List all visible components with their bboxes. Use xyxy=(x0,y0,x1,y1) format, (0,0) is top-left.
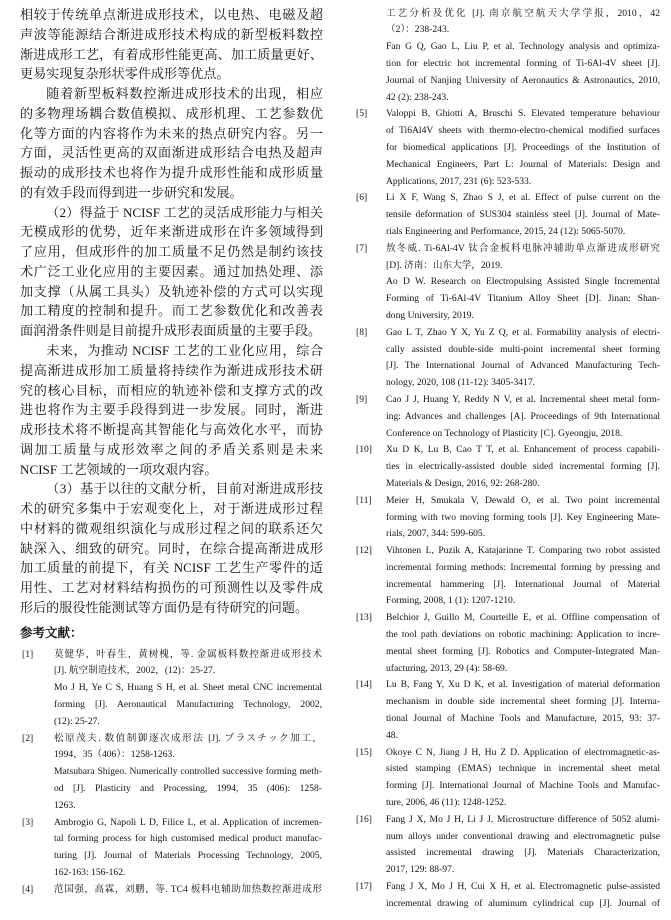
text-line: 渐进成形工艺，有着成形性能更高、加工质量更好、 xyxy=(20,46,323,62)
reference-line: od [J]. Plasticity and Processing, 1994, 35 (406): 1258- xyxy=(54,782,322,794)
text-line: 的有效手段而得到进一步研究和发展。 xyxy=(20,184,243,200)
reference-line: Conference on Technology of Plasticity [C]. Gyeongju, 2018. xyxy=(386,427,623,439)
reference-text xyxy=(386,610,660,677)
reference-line: tensile deformation of SUS304 stainless steel [J]. Journal of Mate- xyxy=(386,209,660,221)
text-line: 调加工质量与成形效率之间的矛盾关系则是未来 xyxy=(20,441,323,457)
reference-line: of Ti6Al4V sheets with thermo-electro-chemical modified surfaces xyxy=(386,125,660,137)
reference-entry xyxy=(355,106,660,190)
text-line: 方面，灵活性更高的双面渐进成形结合电热及超声 xyxy=(20,145,323,161)
reference-label: [1] xyxy=(22,648,34,660)
reference-list-left xyxy=(20,647,322,899)
reference-label: [13] xyxy=(356,612,372,624)
reference-label: [17] xyxy=(356,881,372,893)
reference-line: Materials & Design, 2016, 92: 268-280. xyxy=(386,477,540,489)
reference-line: Okoye C N, Jiang J H, Hu Z D. Application of electromagnetic-as- xyxy=(386,746,660,758)
reference-line: Valoppi B, Ghiotti A, Bruschi S. Elevated temperature behaviour xyxy=(386,108,660,120)
reference-text xyxy=(386,543,660,610)
reference-line: [J]. 航空制造技术，2002，(12)：25-27. xyxy=(54,665,216,677)
reference-line: ture, 2006, 46 (11): 1248-1252. xyxy=(386,797,507,809)
reference-entry xyxy=(355,442,660,492)
reference-line: Forming, 2008, 1 (1): 1207-1210. xyxy=(386,595,516,607)
text-line: 声波等能源结合渐进成形技术构成的新型板料数控 xyxy=(20,26,323,42)
reference-line: incremental forming methods: Incremental forming by pressing and xyxy=(386,561,660,573)
reference-text xyxy=(386,812,660,879)
reference-entry xyxy=(355,493,660,543)
reference-text xyxy=(386,325,660,392)
reference-line: ufacturing, 2013, 29 (4): 58-69. xyxy=(386,662,508,674)
reference-text xyxy=(386,106,660,190)
reference-label: [16] xyxy=(356,813,372,825)
reference-label: [6] xyxy=(356,192,368,204)
reference-label: [7] xyxy=(356,242,368,254)
reference-text xyxy=(386,190,660,240)
reference-text xyxy=(386,677,660,744)
text-line: 术广泛工业化应用的主要因素。通过加热处理、添 xyxy=(20,263,323,279)
reference-line: Vihtonen L, Puzik A, Katajarinne T. Comparing two robot assisted xyxy=(386,545,660,557)
reference-line: 工艺分析及优化 [J]. 南京航空航天大学学报，2010，42 xyxy=(386,7,660,19)
reference-line: dong University, 2019. xyxy=(386,309,474,321)
reference-line: cally assisted double-side multi-point incremental sheet forming xyxy=(386,343,660,355)
reference-line: Xu D K, Lu B, Cao T T, et al. Enhancement of process capabili- xyxy=(386,444,660,456)
text-line: （3）基于以往的文献分析，目前对渐进成形技 xyxy=(46,481,323,497)
reference-entry xyxy=(355,190,660,240)
reference-label xyxy=(355,6,386,23)
reference-line: Lu B, Fang Y, Xu D K, et al. Investigation of material deformation xyxy=(386,679,660,691)
reference-line: ties in electrically-assisted double sided incremental forming [J]. xyxy=(386,461,660,473)
reference-entry xyxy=(355,543,660,610)
reference-line: assisted incremental drawing [J]. Materials Characterization, xyxy=(386,847,660,859)
text-line: 的多物理场耦合数值模拟、成形机理、工艺参数优 xyxy=(20,105,323,121)
reference-text xyxy=(386,392,660,442)
reference-entry xyxy=(20,731,322,815)
text-line: 面润滑条件则是目前提升成形表面质量的主要手段。 xyxy=(20,323,322,339)
reference-line: Fan G Q, Gao L, Liu P, et al. Technology analysis and optimiza- xyxy=(386,41,660,53)
body-paragraph xyxy=(20,5,323,84)
references-heading: 参考文献： xyxy=(20,626,83,640)
text-line: 随着新型板料数控渐进成形技术的出现，相应 xyxy=(46,86,323,102)
reference-label: [4] xyxy=(22,883,34,895)
reference-line: the tool path deviations on robotic machining: Application to incre- xyxy=(386,629,660,641)
text-line: 相较于传统单点渐进成形技术，以电热、电磁及超 xyxy=(20,7,323,22)
reference-label: [9] xyxy=(356,393,368,405)
reference-line: forming with two moving forming tools [J]. Key Engineering Mate- xyxy=(386,511,660,523)
reference-text xyxy=(386,745,660,812)
text-line: 无模成形的优势，近年来渐进成形在许多领域得到 xyxy=(20,224,323,240)
reference-line: Meier H, Smukala V, Dewald O, et al. Two point incremental xyxy=(386,494,660,506)
reference-entry xyxy=(20,882,322,899)
reference-line: 2017, 129: 88-97. xyxy=(386,864,455,876)
reference-entry xyxy=(20,647,322,731)
reference-line: 162-163: 156-162. xyxy=(54,866,126,878)
body-text-column xyxy=(20,5,323,618)
reference-entry xyxy=(355,241,660,325)
reference-entry xyxy=(355,392,660,442)
reference-entry xyxy=(355,879,660,913)
reference-line: 48. xyxy=(386,729,398,741)
reference-line: sisted stamping (EMAS) technique in incremental sheet metal xyxy=(386,763,660,775)
reference-text xyxy=(386,493,660,543)
reference-line: tion for electric hot incremental forming of Ti-6Al-4V sheet [J]. xyxy=(386,57,660,69)
text-line: 加支撑（从属工具头）及轨迹补偿的方式可以实现 xyxy=(20,283,323,299)
text-line: （2）得益于 NCISF 工艺的灵活成形能力与相关 xyxy=(46,204,323,220)
body-paragraph xyxy=(20,341,323,479)
reference-line: turing [J]. Journal of Materials Processing Technology, 2005, xyxy=(54,850,322,862)
reference-label: [12] xyxy=(356,545,372,557)
reference-text xyxy=(386,241,660,325)
reference-label: [10] xyxy=(356,444,372,456)
reference-line: incremental hammering [J]. International Journal of Material xyxy=(386,578,660,590)
reference-line: Ao D W. Research on Electropulsing Assisted Single Incremental xyxy=(386,276,660,288)
reference-line: Mo J H, Ye C S, Huang S H, et al. Sheet metal CNC incremental xyxy=(54,682,322,694)
reference-text xyxy=(54,731,322,815)
reference-line: Gao L T, Zhao Y X, Yu Z Q, et al. Formability analysis of electri- xyxy=(386,326,660,338)
reference-line: for biomedical applications [J]. Proceedings of the Institution of xyxy=(386,141,660,153)
body-paragraph xyxy=(20,203,323,341)
reference-line: nology, 2020, 108 (11-12): 3405-3417. xyxy=(386,377,536,389)
reference-text xyxy=(54,815,322,882)
text-line: 更易实现复杂形状零件成形等优点。 xyxy=(20,66,230,82)
reference-line: Matsubara Shigeo. Numerically controlled successive forming meth- xyxy=(54,766,322,778)
text-line: 加工质量的前提下，有关 NCISF 工艺生产零件的适 xyxy=(20,560,323,576)
reference-entry-continued xyxy=(355,6,660,107)
reference-line: Fang J X, Mo J H, Li J J. Microstructure difference of 5052 alumi- xyxy=(386,813,660,825)
reference-line: mental sheet forming [J]. Robotics and Computer-Integrated Man- xyxy=(386,645,660,657)
reference-line: [D]. 济南：山东大学，2019. xyxy=(386,259,503,271)
text-line: 提高渐进成形加工质量将持续作为渐进成形技术研 xyxy=(20,362,323,378)
reference-text xyxy=(54,647,322,731)
reference-line: Applications, 2017, 231 (6): 523-533. xyxy=(386,175,532,187)
reference-line: [J]. The International Journal of Advanced Manufacturing Tech- xyxy=(386,360,660,372)
reference-line: tal forming process for high customised medical product manufac- xyxy=(54,833,322,845)
reference-entry xyxy=(355,610,660,677)
text-line: 进也将作为主要手段得到进一步发展。同时，渐进 xyxy=(20,402,323,418)
reference-line: 1263. xyxy=(54,799,76,811)
text-line: 未来，为推动 NCISF 工艺的工业化应用，综合 xyxy=(46,343,323,359)
reference-line: Fang J X, Mo J H, Cui X H, et al. Electromagnetic pulse-assisted xyxy=(386,881,660,893)
reference-label: [5] xyxy=(356,108,368,120)
reference-text xyxy=(386,442,660,492)
reference-list-right xyxy=(355,6,660,913)
reference-line: ing: Advances and challenges [A]. Proceedings of 9th International xyxy=(386,410,660,422)
reference-line: forming [J]. International Journal of Machine Tools and Manufac- xyxy=(386,780,660,792)
reference-line: 1994，35（406）：1258-1263. xyxy=(54,749,175,761)
text-line: 了应用，但成形件的加工质量不足仍然是制约该技 xyxy=(20,244,323,260)
reference-line: forming [J]. Aeronautical Manufacturing Technology, 2002, xyxy=(54,698,322,710)
reference-line: Li X F, Wang S, Zhao S J, et al. Effect of pulse current on the xyxy=(386,192,660,204)
text-line: 振动的成形技术也将作为提升成形性能和成形质量 xyxy=(20,165,323,181)
text-line: 术的研究多集中于宏观变化上，对于渐进成形过程 xyxy=(20,501,323,517)
reference-line: 范国强，高霖，刘鹏，等. TC4 板料电辅助加热数控渐进成形 xyxy=(54,883,322,895)
reference-line: incremental drawing of aluminum cylindrical cup [J]. Journal of xyxy=(386,897,660,909)
text-line: 缺深入、细致的研究。同时，在综合提高渐进成形 xyxy=(20,540,323,556)
text-line: 化等方面的内容将作为未来的热点研究内容。另一 xyxy=(20,125,323,141)
text-line: 用性、工艺对材料结构损伤的可预测性以及零件成 xyxy=(20,580,323,596)
reference-line: rials, 2007, 344: 599-605. xyxy=(386,528,486,540)
reference-label: [15] xyxy=(356,746,372,758)
reference-line: tional Journal of Machine Tools and Manufacture, 2015, 93: 37- xyxy=(386,713,660,725)
reference-line: 莫健华，叶春生，黄树槐，等. 金属板料数控渐进成形技术 xyxy=(54,648,322,660)
reference-entry xyxy=(355,812,660,879)
reference-text xyxy=(386,6,660,107)
reference-text xyxy=(54,882,322,899)
text-line: 中材料的微观组织演化与成形过程之间的联系还欠 xyxy=(20,520,323,536)
reference-label: [11] xyxy=(356,494,372,506)
reference-line: Forming of Ti-6Al-4V Titanium Alloy Sheet [D]. Jinan: Shan- xyxy=(386,293,660,305)
reference-line: Belchior J, Guillo M, Courteille E, et al. Offline compensation of xyxy=(386,612,660,624)
body-paragraph xyxy=(20,479,323,617)
reference-line: Ambrogio G, Napoli L D, Filice L, et al. Application of incremen- xyxy=(54,816,322,828)
text-line: NCISF 工艺领域的一项攻艰内容。 xyxy=(20,461,218,477)
reference-line: Mechanical Engineers, Part L: Journal of Materials: Design and xyxy=(386,158,660,170)
reference-line: 42 (2): 238-243. xyxy=(386,91,449,103)
reference-line: 松原茂夫. 数值制御逐次成形法 [J]. プラスチック加工， xyxy=(54,732,322,744)
reference-text xyxy=(386,879,660,913)
reference-line: rials Engineering and Performance, 2015, 24 (12): 5065-5070. xyxy=(386,225,626,237)
text-line: 究的核心目标，而相应的轨迹补偿和支撑方式的改 xyxy=(20,382,323,398)
reference-line: （2）：238-243. xyxy=(386,24,450,36)
text-line: 形后的服役性能测试等方面仍是有待研究的问题。 xyxy=(20,599,309,615)
reference-label: [14] xyxy=(356,679,372,691)
reference-entry xyxy=(355,745,660,812)
reference-line: num alloys under conventional drawing and electromagnetic pulse xyxy=(386,830,660,842)
body-paragraph xyxy=(20,84,323,203)
reference-line: Cao J J, Huang Y, Reddy N V, et al. Incremental sheet metal form- xyxy=(386,393,660,405)
reference-line: mechanism in double side incremental sheet forming [J]. Interna- xyxy=(386,696,660,708)
reference-entry xyxy=(20,815,322,882)
reference-line: Journal of Nanjing University of Aeronautics & Astronautics, 2010, xyxy=(386,74,660,86)
reference-line: (12): 25-27. xyxy=(54,715,100,727)
reference-label: [2] xyxy=(22,732,34,744)
reference-entry xyxy=(355,677,660,744)
reference-entry xyxy=(355,325,660,392)
reference-label: [8] xyxy=(356,326,368,338)
text-line: 成形技术将不断提高其智能化与高效化水平，而协 xyxy=(20,422,323,438)
reference-line: 敖冬威. Ti-6Al-4V 钛合金板料电脉冲辅助单点渐进成形研究 xyxy=(386,242,660,254)
text-line: 加工精度的控制和提升。而工艺参数优化和改善表 xyxy=(20,303,323,319)
reference-label: [3] xyxy=(22,816,34,828)
